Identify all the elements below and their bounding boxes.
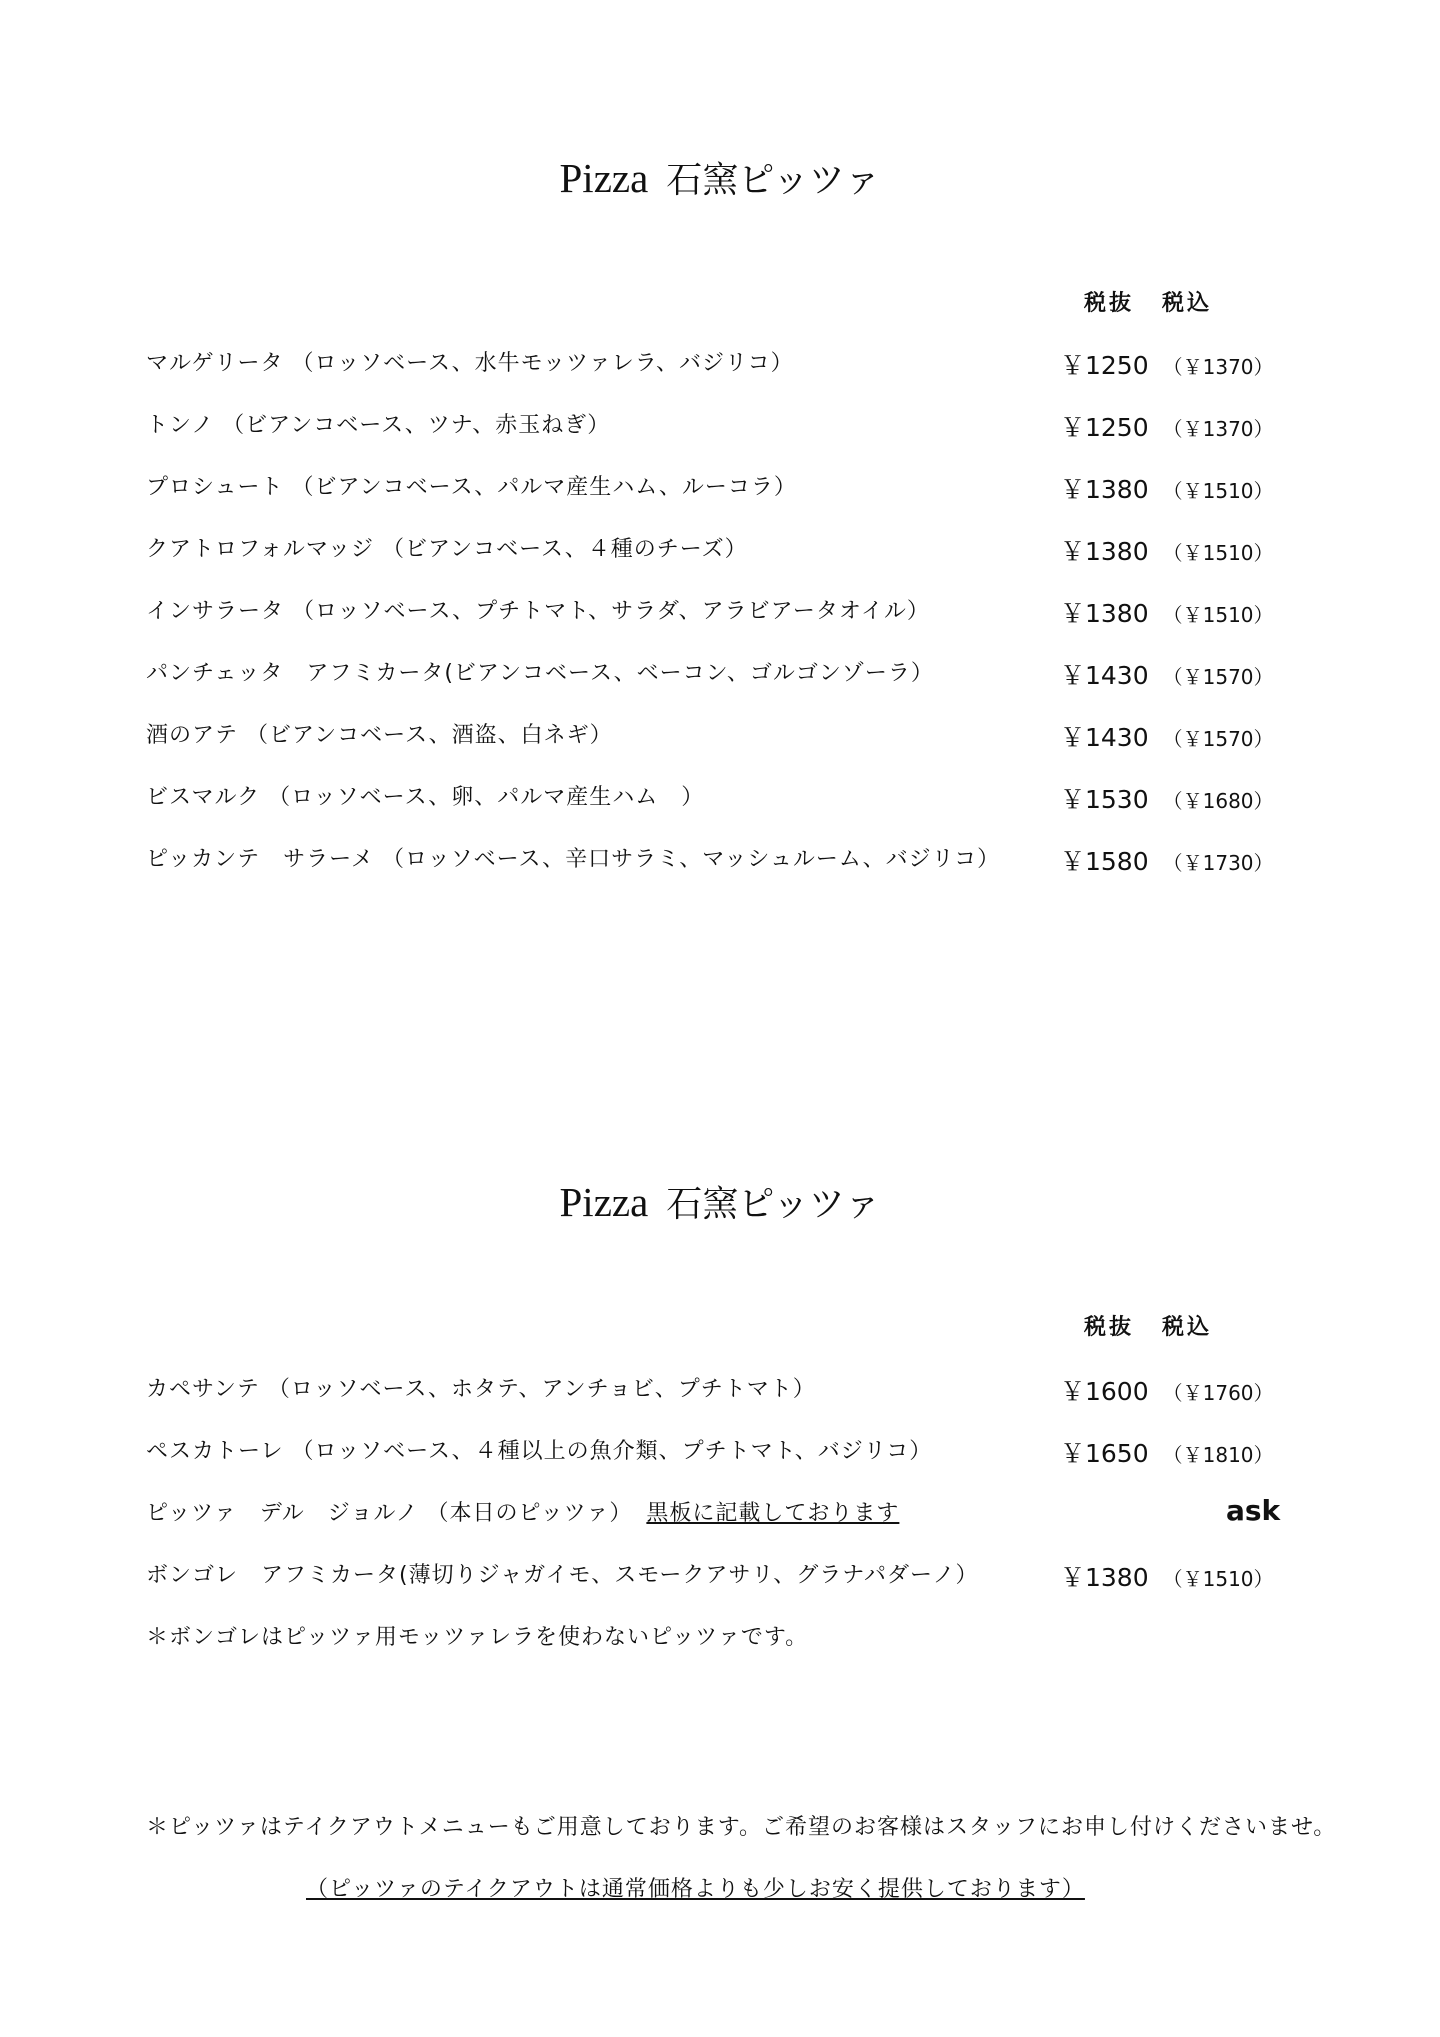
menu-item-price <box>1060 532 1274 568</box>
price-excluding-tax: ￥1380 <box>1060 537 1149 566</box>
ask-price: ask <box>1226 1494 1281 1527</box>
menu-item-name: クアトロフォルマッジ （ビアンコベース、４種のチーズ） <box>146 537 748 562</box>
takeout-discount-note: （ピッツァのテイクアウトは通常価格よりも少しお安く提供しております） <box>306 1877 1085 1902</box>
menu-item-price <box>1060 408 1274 444</box>
price-including-tax: （￥1510） <box>1162 603 1274 627</box>
section1-title <box>0 152 1440 203</box>
menu-item <box>0 656 1440 696</box>
menu-item <box>0 594 1440 634</box>
price-including-tax: （￥1510） <box>1162 479 1274 503</box>
menu-item-name: ピッカンテ サラーメ （ロッソベース、辛口サラミ、マッシュルーム、バジリコ） <box>146 847 1001 872</box>
price-including-tax: （￥1680） <box>1162 789 1274 813</box>
menu-item <box>0 1558 1440 1598</box>
menu-item-name: パンチェッタ アフミカータ(ビアンコベース、ベーコン、ゴルゴンゾーラ） <box>146 661 934 686</box>
price-including-tax: （￥1370） <box>1162 417 1274 441</box>
menu-item-price <box>1060 1558 1274 1594</box>
section1-title-jp: 石窯ピッツァ <box>666 160 881 201</box>
menu-item-price <box>1060 842 1274 878</box>
menu-item-price <box>1060 346 1274 382</box>
price-including-tax: （￥1730） <box>1162 851 1274 875</box>
price-excluding-tax: ￥1530 <box>1060 785 1149 814</box>
takeout-note: ＊ピッツァはテイクアウトメニューもご用意しております。ご希望のお客様はスタッフにお申し付けくださいませ。 <box>146 1815 1337 1840</box>
price-including-tax: （￥1510） <box>1162 541 1274 565</box>
section2-tax-header <box>1084 1310 1212 1341</box>
menu-item <box>0 718 1440 758</box>
price-excluding-tax: ￥1430 <box>1060 723 1149 752</box>
price-including-tax: （￥1810） <box>1162 1443 1274 1467</box>
menu-item-name: ボンゴレ アフミカータ(薄切りジャガイモ、スモークアサリ、グラナパダーノ） <box>146 1563 979 1588</box>
menu-item <box>0 780 1440 820</box>
menu-item <box>0 1434 1440 1474</box>
menu-item-price <box>1060 1372 1274 1408</box>
menu-item-name: トンノ （ビアンコベース、ツナ、赤玉ねぎ） <box>146 413 611 438</box>
price-including-tax: （￥1510） <box>1162 1567 1274 1591</box>
menu-item-name <box>146 1496 899 1527</box>
menu-item-price <box>1060 656 1274 692</box>
tax-included-label: 税込 <box>1162 291 1213 316</box>
tax-included-label: 税込 <box>1162 1315 1213 1340</box>
menu-item <box>0 470 1440 510</box>
section2-title-jp: 石窯ピッツァ <box>666 1184 881 1225</box>
price-excluding-tax: ￥1250 <box>1060 413 1149 442</box>
price-including-tax: （￥1570） <box>1162 665 1274 689</box>
menu-item-name: カペサンテ （ロッソベース、ホタテ、アンチョビ、プチトマト） <box>146 1377 816 1402</box>
price-excluding-tax: ￥1600 <box>1060 1377 1149 1406</box>
section1-tax-header <box>1084 286 1212 317</box>
price-excluding-tax: ￥1380 <box>1060 475 1149 504</box>
price-excluding-tax: ￥1380 <box>1060 1563 1149 1592</box>
menu-item <box>0 842 1440 882</box>
price-excluding-tax: ￥1650 <box>1060 1439 1149 1468</box>
price-including-tax: （￥1370） <box>1162 355 1274 379</box>
menu-item <box>0 408 1440 448</box>
menu-item-price <box>1060 718 1274 754</box>
menu-item-name: 酒のアテ （ビアンコベース、酒盗、白ネギ） <box>146 723 613 748</box>
menu-item <box>0 1496 1440 1536</box>
menu-item-price <box>1060 470 1274 506</box>
tax-excluded-label: 税抜 <box>1084 1315 1135 1340</box>
blackboard-note: 黒板に記載しております <box>646 1501 900 1526</box>
section1-title-en: Pizza <box>559 155 649 201</box>
section2-title <box>0 1176 1440 1227</box>
price-excluding-tax: ￥1250 <box>1060 351 1149 380</box>
menu-item <box>0 346 1440 386</box>
menu-item-name: マルゲリータ （ロッソベース、水牛モッツァレラ、バジリコ） <box>146 351 794 376</box>
menu-item-name-text: ピッツァ デル ジョルノ （本日のピッツァ） <box>146 1501 633 1526</box>
menu-item-price <box>1060 780 1274 816</box>
price-excluding-tax: ￥1380 <box>1060 599 1149 628</box>
menu-item-name: プロシュート （ビアンコベース、パルマ産生ハム、ルーコラ） <box>146 475 797 500</box>
menu-item-price <box>1060 1434 1274 1470</box>
menu-item-name: インサラータ （ロッソベース、プチトマト、サラダ、アラビアータオイル） <box>146 599 930 624</box>
price-excluding-tax: ￥1430 <box>1060 661 1149 690</box>
menu-item <box>0 532 1440 572</box>
vongole-footnote: ＊ボンゴレはピッツァ用モッツァレラを使わないピッツァです。 <box>146 1625 809 1650</box>
menu-item-name: ペスカトーレ （ロッソベース、４種以上の魚介類、プチトマト、バジリコ） <box>146 1439 933 1464</box>
price-excluding-tax: ￥1580 <box>1060 847 1149 876</box>
menu-item-price <box>1060 594 1274 630</box>
menu-item <box>0 1372 1440 1412</box>
section2-title-en: Pizza <box>559 1179 649 1225</box>
menu-item-name: ビスマルク （ロッソベース、卵、パルマ産生ハム ） <box>146 785 705 810</box>
price-including-tax: （￥1570） <box>1162 727 1274 751</box>
tax-excluded-label: 税抜 <box>1084 291 1135 316</box>
price-including-tax: （￥1760） <box>1162 1381 1274 1405</box>
